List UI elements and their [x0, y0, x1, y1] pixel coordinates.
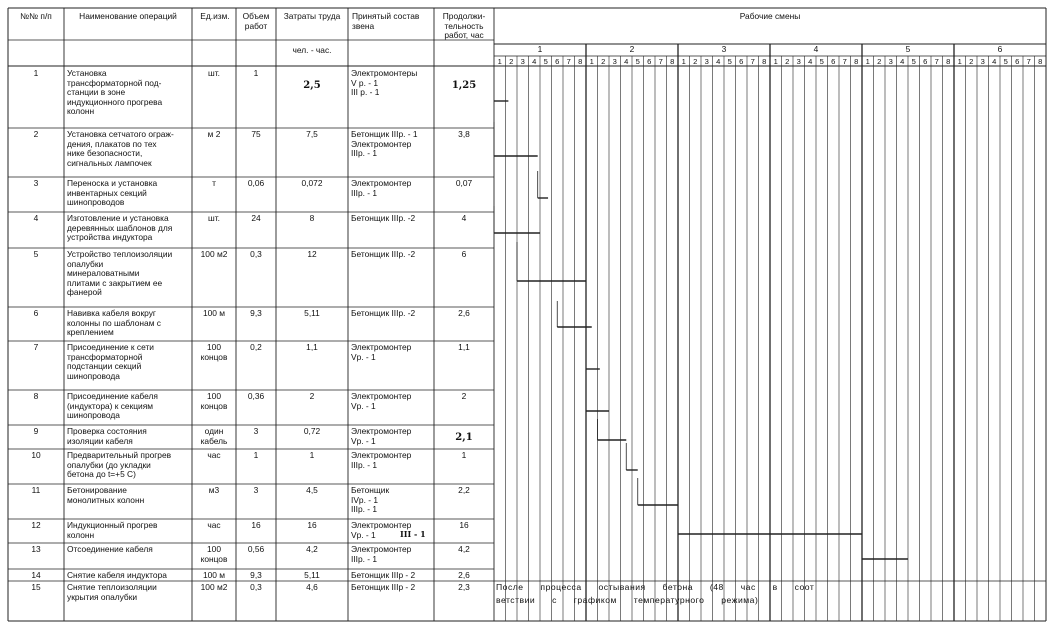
unit: 100 м — [202, 308, 226, 318]
hour-label: 6 — [831, 57, 836, 66]
duration: 2,1 — [455, 432, 473, 443]
unit: 100 концов — [200, 544, 228, 564]
unit: шт. — [208, 68, 220, 78]
row-number: 5 — [33, 249, 39, 259]
volume: 3 — [253, 426, 259, 436]
duration: 16 — [459, 520, 469, 530]
hour-label: 1 — [865, 57, 870, 66]
unit: 100 концов — [200, 342, 228, 362]
hour-label: 3 — [796, 57, 801, 66]
hour-label: 8 — [670, 57, 675, 66]
hour-label: 5 — [543, 57, 548, 66]
hour-label: 5 — [1003, 57, 1008, 66]
hour-label: 2 — [969, 57, 974, 66]
hour-label: 7 — [750, 57, 755, 66]
operation-name: Присоединение кабеля (индуктора) к секциям шинопровода — [67, 391, 158, 421]
hour-label: 1 — [681, 57, 686, 66]
duration: 1,1 — [458, 342, 470, 352]
operation-name: Устройство теплоизоляции опалубки минераловатными плитами с закрытием ее фанерой — [67, 249, 173, 298]
unit: 100 концов — [200, 391, 228, 411]
row-number: 14 — [31, 570, 41, 580]
row-number: 11 — [31, 485, 41, 495]
row-number: 3 — [33, 178, 39, 188]
labor: 12 — [307, 249, 317, 259]
hour-label: 7 — [1026, 57, 1031, 66]
unit: шт. — [208, 213, 220, 223]
hour-label: 8 — [1038, 57, 1043, 66]
hour-label: 4 — [624, 57, 629, 66]
labor: 4,2 — [306, 544, 318, 554]
hour-label: 4 — [532, 57, 537, 66]
hour-label: 2 — [601, 57, 606, 66]
crew: Бетонщик IIIр - 2 — [351, 582, 416, 592]
header-labor: Затраты труда — [283, 11, 341, 21]
volume: 0,36 — [247, 391, 265, 401]
crew: Электромонтер Vр. - 1 — [351, 342, 412, 362]
note-line-2: ветствии с графиком температурного режима) — [496, 595, 759, 605]
hour-label: 8 — [946, 57, 951, 66]
hour-label: 6 — [1015, 57, 1020, 66]
header-duration: Продолжи- тельность работ, час — [442, 11, 486, 41]
labor: 0,072 — [301, 178, 323, 188]
shift-label: 2 — [629, 44, 635, 54]
unit: час — [207, 520, 221, 530]
duration: 3,8 — [458, 129, 470, 139]
volume: 9,3 — [250, 308, 262, 318]
unit: 100 м2 — [200, 249, 228, 259]
volume: 0,06 — [247, 178, 265, 188]
volume: 24 — [251, 213, 261, 223]
row-number: 4 — [33, 213, 39, 223]
hour-label: 1 — [589, 57, 594, 66]
duration: 2,6 — [458, 570, 470, 580]
labor: 4,6 — [306, 582, 318, 592]
row-number: 7 — [33, 342, 39, 352]
hour-label: 8 — [578, 57, 583, 66]
labor: 5,11 — [304, 308, 320, 318]
hour-label: 2 — [693, 57, 698, 66]
operation-name: Установка трансформаторной под- станции в зоне индукционного прогрева колонн — [67, 68, 163, 117]
crew: Бетонщик IVр. - 1 IIIр. - 1 — [351, 485, 390, 515]
duration: 4 — [461, 213, 467, 223]
labor: 7,5 — [306, 129, 318, 139]
hour-label: 5 — [911, 57, 916, 66]
hour-label: 3 — [612, 57, 617, 66]
note-line-1: После процесса остывания бетона (48 час в соот — [496, 582, 815, 592]
hour-label: 2 — [877, 57, 882, 66]
labor: 2,5 — [303, 80, 321, 91]
hour-label: 8 — [762, 57, 767, 66]
volume: 0,56 — [247, 544, 265, 554]
hour-label: 2 — [785, 57, 790, 66]
labor: 1,1 — [306, 342, 318, 352]
volume: 75 — [251, 129, 261, 139]
unit: 100 м — [202, 570, 226, 580]
header-operation-name: Наименование операций — [79, 11, 177, 21]
labor: 0,72 — [303, 426, 321, 436]
shift-label: 1 — [537, 44, 543, 54]
labor: 1 — [309, 450, 315, 460]
duration: 2,2 — [458, 485, 470, 495]
shift-label: 4 — [813, 44, 819, 54]
duration: 1 — [461, 450, 467, 460]
hour-label: 4 — [716, 57, 721, 66]
duration: 6 — [461, 249, 467, 259]
operation-name: Предварительный прогрев опалубки (до укладки бетона до t=+5 С) — [67, 450, 172, 480]
hour-label: 4 — [808, 57, 813, 66]
crew: Бетонщик IIIр. -2 — [351, 213, 416, 223]
hour-label: 5 — [727, 57, 732, 66]
header-number: №№ п/п — [20, 11, 52, 21]
hour-label: 7 — [842, 57, 847, 66]
hour-label: 1 — [497, 57, 502, 66]
crew: Электромонтеры V р. - 1 III р. - 1 — [351, 68, 418, 98]
row-number: 9 — [33, 426, 39, 436]
unit: т — [212, 178, 216, 188]
volume: 1 — [253, 450, 259, 460]
shift-label: 3 — [721, 44, 727, 54]
operation-name: Навивка кабеля вокруг колонны по шаблонам с креплением — [67, 308, 161, 338]
shift-label: 5 — [905, 44, 911, 54]
unit: м 2 — [207, 129, 221, 139]
operation-name: Переноска и установка инвентарных секций шинопроводов — [67, 178, 158, 208]
hour-label: 4 — [992, 57, 997, 66]
volume: 0,3 — [250, 582, 262, 592]
labor: 5,11 — [304, 570, 320, 580]
hour-label: 6 — [555, 57, 560, 66]
crew: Электромонтер Vр. - 1 — [351, 391, 412, 411]
labor: 16 — [307, 520, 317, 530]
crew: Бетонщик IIIр - 2 — [351, 570, 416, 580]
hour-label: 6 — [739, 57, 744, 66]
duration: 4,2 — [458, 544, 470, 554]
operation-name: Отсоединение кабеля — [67, 544, 153, 554]
hour-label: 8 — [854, 57, 859, 66]
duration: 2,3 — [458, 582, 470, 592]
crew: Бетонщик IIIр. - 1 Электромонтер IIIр. - 1 — [351, 129, 418, 159]
header-volume: Объем работ — [242, 11, 270, 31]
header-work-shifts: Рабочие смены — [739, 11, 801, 21]
unit: час — [207, 450, 221, 460]
crew: Электромонтер IIIр. - 1 — [351, 544, 412, 564]
header-unit: Ед.изм. — [200, 11, 230, 21]
row-number: 13 — [31, 544, 41, 554]
duration: 2 — [461, 391, 467, 401]
volume: 0,3 — [250, 249, 262, 259]
hour-label: 7 — [934, 57, 939, 66]
crew: Электромонтер Vр. - 1 — [351, 426, 412, 446]
header-labor-unit: чел. - час. — [292, 45, 332, 55]
crew: Электромонтер IIIр. - 1 — [351, 450, 412, 470]
operation-name: Снятие теплоизоляции укрытия опалубки — [67, 582, 157, 602]
hour-label: 3 — [888, 57, 893, 66]
hour-label: 6 — [647, 57, 652, 66]
operation-name: Присоединение к сети трансформаторной подстанции секций шинопровода — [67, 342, 154, 381]
hour-label: 5 — [635, 57, 640, 66]
operation-name: Снятие кабеля индуктора — [67, 570, 167, 580]
operation-name: Проверка состояния изоляции кабеля — [67, 426, 147, 446]
volume: 16 — [251, 520, 261, 530]
duration: 0,07 — [455, 178, 473, 188]
operation-name: Изготовление и установка деревянных шаблонов для устройства индуктора — [67, 213, 173, 243]
crew: Бетонщик IIIр. -2 — [351, 308, 416, 318]
hour-label: 7 — [658, 57, 663, 66]
hour-label: 3 — [520, 57, 525, 66]
operation-name: Индукционный прогрев колонн — [67, 520, 158, 540]
hour-label: 6 — [923, 57, 928, 66]
row-number: 6 — [33, 308, 39, 318]
hour-label: 7 — [566, 57, 571, 66]
unit: один кабель — [200, 426, 228, 446]
unit: 100 м2 — [200, 582, 228, 592]
row-number: 15 — [31, 582, 41, 592]
hour-label: 3 — [704, 57, 709, 66]
volume: 0,2 — [250, 342, 262, 352]
crew-note: III - 1 — [400, 529, 426, 539]
labor: 2 — [309, 391, 315, 401]
labor: 4,5 — [306, 485, 318, 495]
operation-name: Бетонирование монолитных колонн — [67, 485, 145, 505]
operation-name: Установка сетчатого ограж- дения, плакатов по тех нике безопасности, сигнальных лампочек — [67, 129, 174, 168]
labor: 8 — [309, 213, 315, 223]
unit: м3 — [208, 485, 220, 495]
duration: 2,6 — [458, 308, 470, 318]
header-crew: Принятый состав звена — [352, 11, 420, 31]
crew: Электромонтер Vр. - 1 — [351, 520, 412, 540]
hour-label: 4 — [900, 57, 905, 66]
row-number: 12 — [31, 520, 41, 530]
row-number: 1 — [33, 68, 39, 78]
row-number: 8 — [33, 391, 39, 401]
hour-label: 1 — [773, 57, 778, 66]
crew: Электромонтер IIIр. - 1 — [351, 178, 412, 198]
volume: 3 — [253, 485, 259, 495]
volume: 1 — [253, 68, 259, 78]
hour-label: 5 — [819, 57, 824, 66]
row-number: 10 — [31, 450, 41, 460]
row-number: 2 — [33, 129, 39, 139]
crew: Бетонщик IIIр. -2 — [351, 249, 416, 259]
hour-label: 3 — [980, 57, 985, 66]
hour-label: 1 — [957, 57, 962, 66]
duration: 1,25 — [451, 80, 477, 91]
volume: 9,3 — [250, 570, 262, 580]
hour-label: 2 — [509, 57, 514, 66]
shift-label: 6 — [997, 44, 1003, 54]
